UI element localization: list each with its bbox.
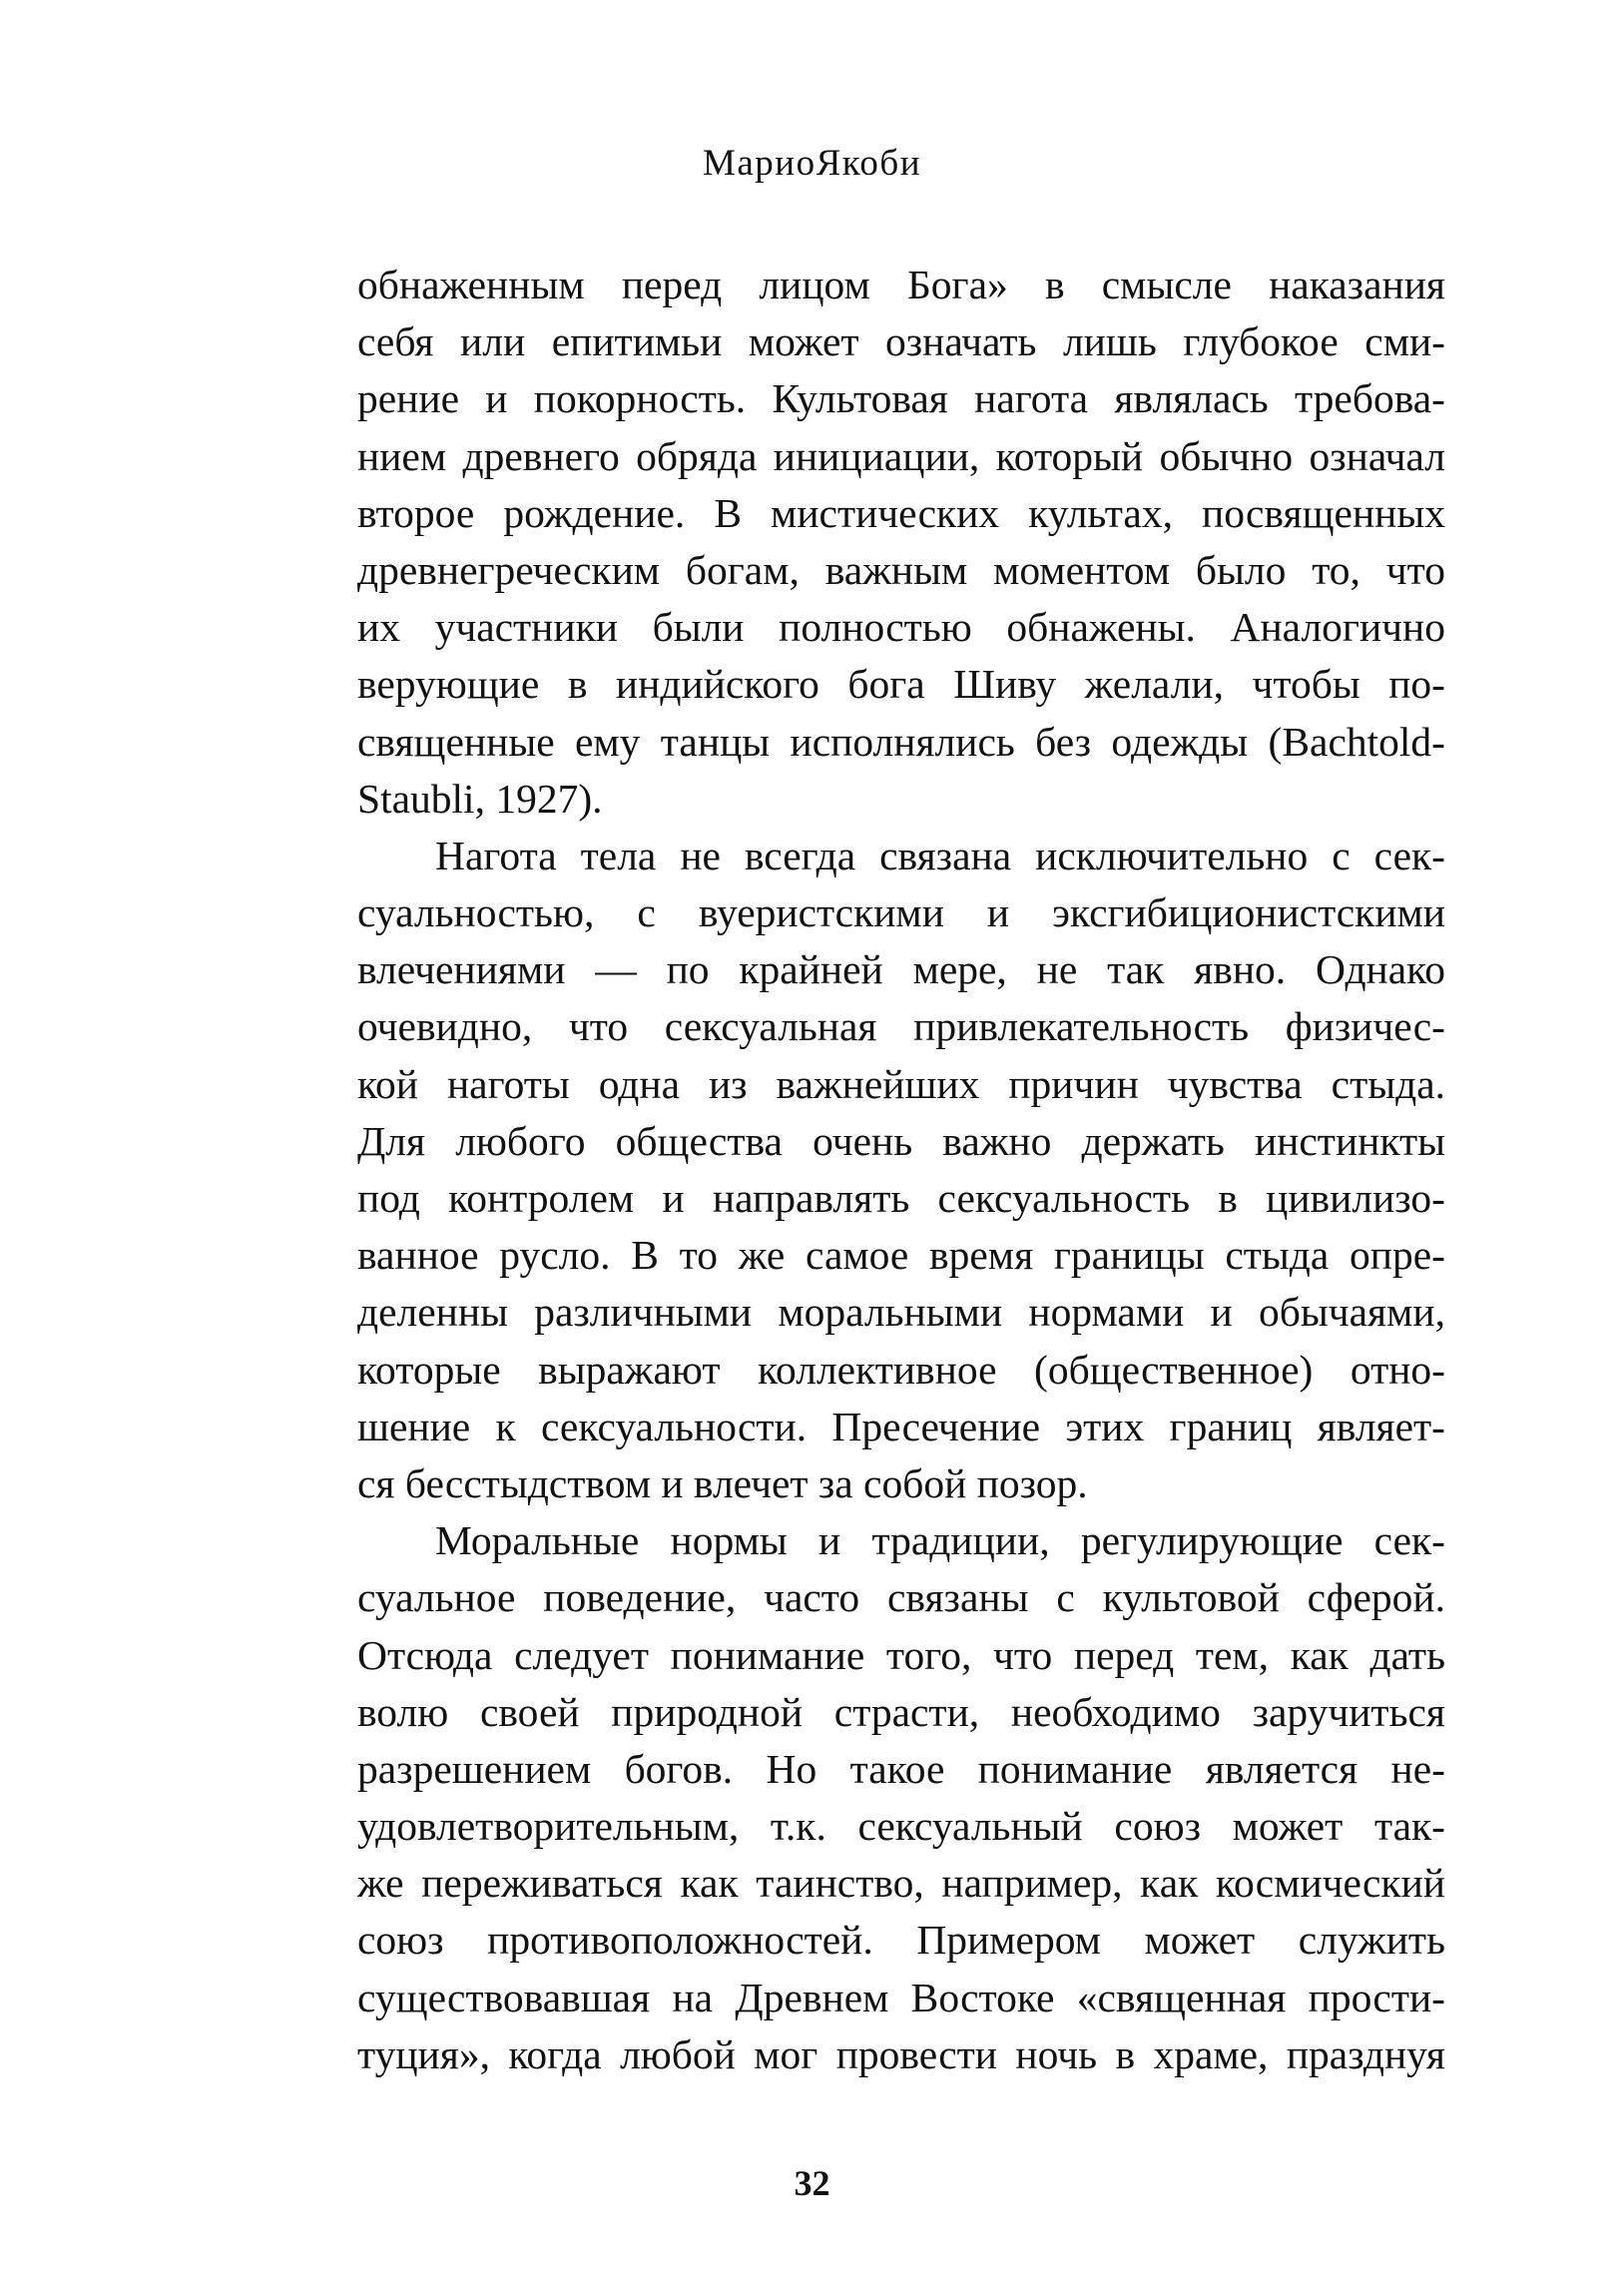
text-line: кой наготы одна из важнейших причин чувства стыда. — [357, 1060, 1445, 1107]
text-line: разрешением богов. Но такое понимание является не- — [357, 1745, 1445, 1792]
text-line: Отсюда следует понимание того, что перед тем, как дать — [357, 1631, 1445, 1678]
text-line: их участники были полностью обнажены. Аналогично — [357, 604, 1445, 651]
text-line: под контролем и направлять сексуальность в цивилизо- — [357, 1175, 1445, 1221]
text-line: волю своей природной страсти, необходимо заручиться — [357, 1688, 1445, 1735]
text-line: себя или епитимьи может означать лишь глубокое сми- — [357, 318, 1445, 365]
text-line: священные ему танцы исполнялись без одежды (Bachtold- — [357, 718, 1445, 765]
text-line: удовлетворительным, т.к. сексуальный союз может так- — [357, 1803, 1445, 1850]
text-line: Моральные нормы и традиции, регулирующие сек- — [435, 1517, 1445, 1564]
text-line: Staubli, 1927). — [357, 775, 603, 822]
text-line: деленны различными моральными нормами и обычаями, — [357, 1289, 1445, 1336]
page-number: 32 — [794, 2163, 830, 2203]
text-line: второе рождение. В мистических культах, посвященных — [357, 489, 1445, 536]
text-line: нием древнего обряда инициации, который обычно означал — [357, 432, 1445, 479]
text-line: очевидно, что сексуальная привлекательность физичес- — [357, 1003, 1445, 1050]
text-line: влечениями — по крайней мере, не так явно. Однако — [357, 946, 1445, 993]
text-line: туция», когда любой мог провести ночь в храме, празднуя — [357, 2030, 1445, 2077]
text-line: шение к сексуальности. Пресечение этих границ являет- — [357, 1403, 1445, 1449]
paragraph-2 — [357, 828, 1445, 1512]
text-line: верующие в индийского бога Шиву желали, чтобы по- — [357, 661, 1445, 708]
text-line: Для любого общества очень важно держать инстинкты — [357, 1117, 1445, 1164]
text-line: существовавшая на Древнем Востоке «священная прости- — [357, 1974, 1445, 2020]
text-line: Нагота тела не всегда связана исключительно с сек- — [435, 832, 1445, 878]
paragraph-1 — [357, 257, 1445, 828]
text-line: суальностью, с вуеристскими и эксгибиционистскими — [357, 889, 1445, 936]
text-line: рение и покорность. Культовая нагота являлась требова- — [357, 375, 1445, 422]
text-line: суальное поведение, часто связаны с культовой сферой. — [357, 1574, 1445, 1621]
paragraph-3 — [357, 1512, 1445, 2083]
text-line: ся бесстыдством и влечет за собой позор. — [357, 1459, 1088, 1506]
text-line: которые выражают коллективное (общественное) отно- — [357, 1346, 1445, 1393]
text-line: древнегреческим богам, важным моментом было то, что — [357, 546, 1445, 593]
running-header: МариоЯкоби — [702, 143, 922, 184]
body-text — [357, 257, 1445, 2083]
text-line: обнаженным перед лицом Бога» в смысле наказания — [357, 262, 1445, 307]
text-line: ванное русло. В то же самое время границы стыда опре- — [357, 1232, 1445, 1279]
text-line: союз противоположностей. Примером может служить — [357, 1917, 1445, 1964]
text-line: же переживаться как таинство, например, как космический — [357, 1860, 1445, 1907]
